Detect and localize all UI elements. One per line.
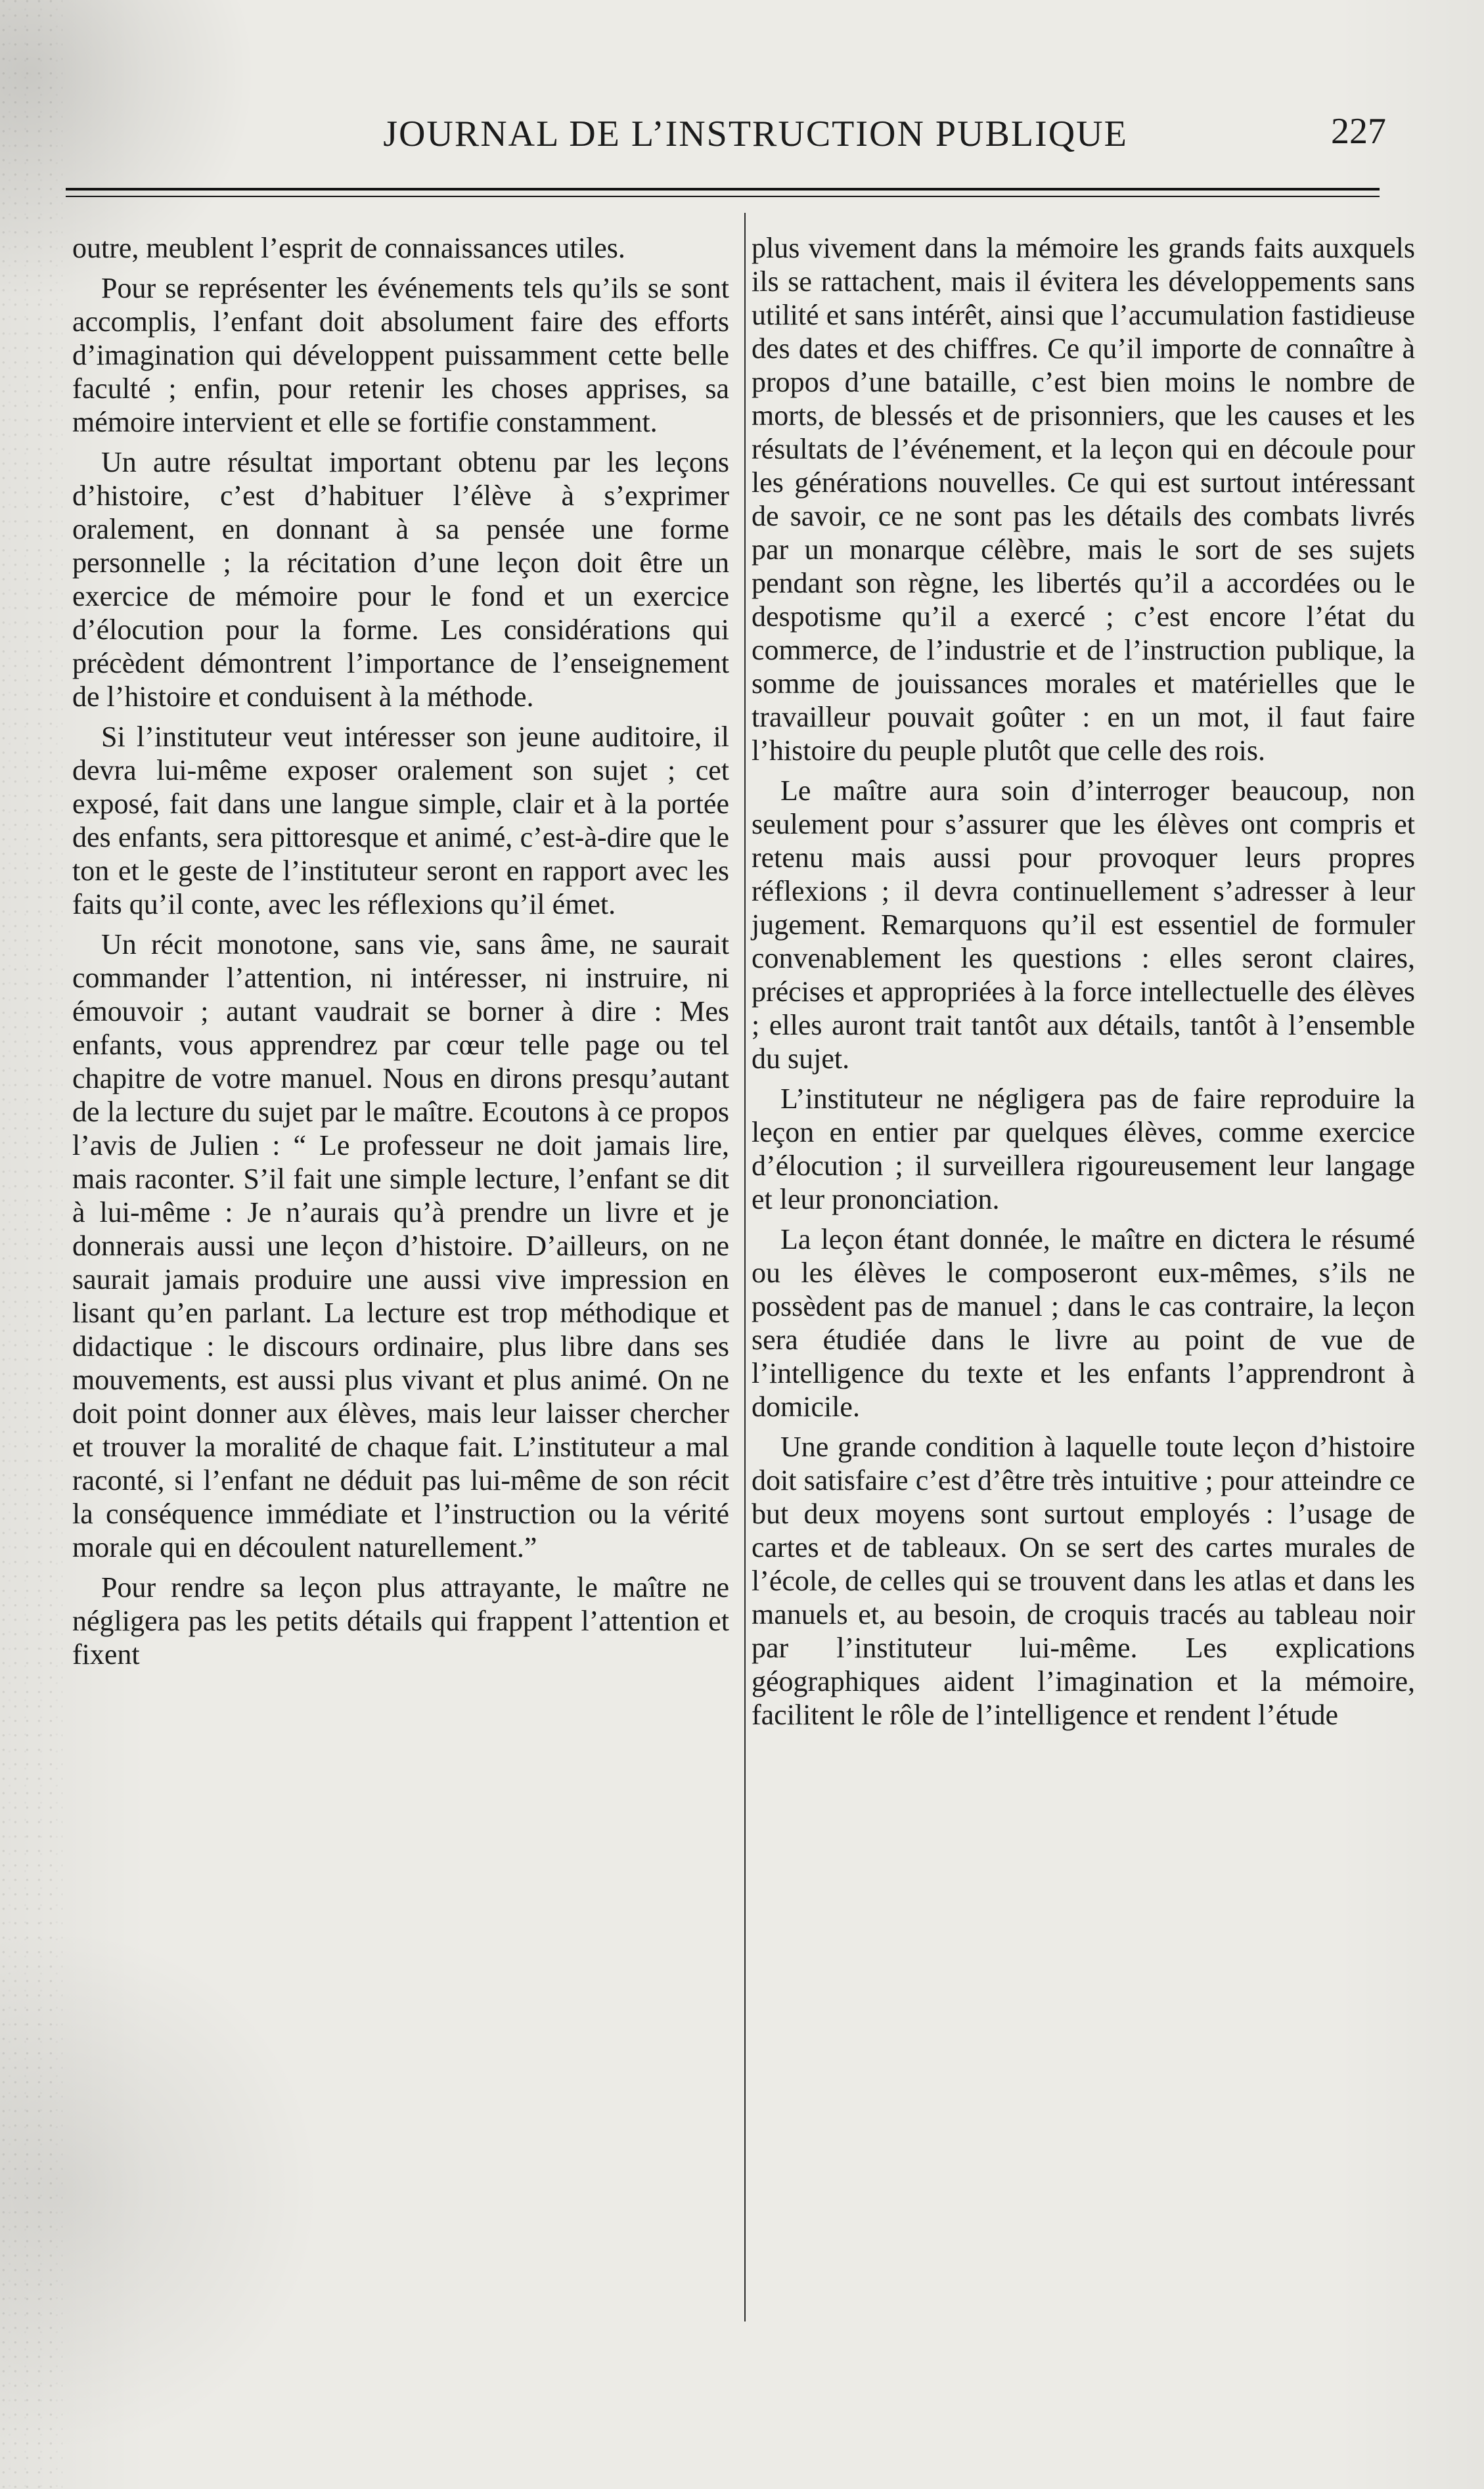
- header-rule-top: [66, 188, 1380, 191]
- header-rule-bottom: [66, 196, 1380, 197]
- right-paragraph-2: Le maître aura soin d’interroger beaucoup, non seulement pour s’assurer que les élèves ont compris et retenu mais aussi pour provoquer leurs propres réflexions ; il devra continuellement s’adresser à leur jugement. Remarquons qu’il est essentiel de formuler convenablement les questions : elles seront claires, précises et appropriées à la force intellectuelle des élèves ; elles auront trait tantôt aux détails, tantôt à l’ensemble du sujet.: [752, 774, 1415, 1075]
- page-number: 227: [1331, 111, 1386, 152]
- left-paragraph-6: Pour rendre sa leçon plus attrayante, le maître ne négligera pas les petits détails qui frappent l’attention et fixent: [72, 1571, 729, 1671]
- left-paragraph-5: Un récit monotone, sans vie, sans âme, ne saurait commander l’attention, ni intéresser, ni instruire, ni émouvoir ; autant vaudrait se borner à dire : Mes enfants, vous apprendrez par cœur telle page ou tel chapitre de votre manuel. Nous en dirons presqu’autant de la lecture du sujet par le maître. Ecoutons à ce propos l’avis de Julien : “ Le professeur ne doit jamais lire, mais raconter. S’il fait une simple lecture, l’enfant se dit à lui-même : Je n’aurais qu’à prendre un livre et je donnerais aussi une leçon d’histoire. D’ailleurs, on ne saurait jamais produire une aussi vive impression en lisant qu’en parlant. La lecture est trop méthodique et didactique : le discours ordinaire, plus libre dans ses mouvements, est aussi plus vivant et plus animé. On ne doit point donner aux élèves, mais leur laisser chercher et trouver la moralité de chaque fait. L’instituteur a mal raconté, si l’enfant ne déduit pas lui-même de son récit la conséquence immédiate et l’instruction ou la vérité morale qui en découlent naturellement.”: [72, 928, 729, 1563]
- right-paragraph-1: plus vivement dans la mémoire les grands faits auxquels ils se rattachent, mais il évitera les développements sans utilité et sans intérêt, ainsi que l’accumulation fastidieuse des dates et des chiffres. Ce qu’il importe de connaître à propos d’une bataille, c’est bien moins le nombre de morts, de blessés et de prisonniers, que les causes et les résultats de l’événement, et la leçon qui en découle pour les générations nouvelles. Ce qui est surtout intéressant de savoir, ce ne sont pas les détails des combats livrés par un monarque célèbre, mais le sort de ses sujets pendant son règne, les libertés qu’il a accordées ou le despotisme qu’il a exercé ; c’est encore l’état du commerce, de l’industrie et de l’instruction publique, la somme de jouissances morales et matérielles que le travailleur pouvait goûter : en un mot, il faut faire l’histoire du peuple plutôt que celle des rois.: [752, 232, 1415, 767]
- left-text-column: [72, 231, 729, 1678]
- right-paragraph-5: Une grande condition à laquelle toute leçon d’histoire doit satisfaire c’est d’être très intuitive ; pour atteindre ce but deux moyens sont surtout employés : l’usage de cartes et de tableaux. On se sert des cartes murales de l’école, de celles qui se trouvent dans les atlas et dans les manuels et, au besoin, de croquis tracés au tableau noir par l’instituteur lui-même. Les explications géographiques aident l’imagination et la mémoire, facilitent le rôle de l’intelligence et rendent l’étude: [752, 1431, 1415, 1731]
- journal-title: JOURNAL DE L’INSTRUCTION PUBLIQUE: [383, 114, 1128, 154]
- right-text-column: [752, 231, 1415, 1738]
- left-paragraph-2: Pour se représenter les événements tels qu’ils se sont accomplis, l’enfant doit absolument faire des efforts d’imagination qui développent puissamment cette belle faculté ; enfin, pour retenir les choses apprises, sa mémoire intervient et elle se fortifie constamment.: [72, 272, 729, 438]
- left-paragraph-3: Un autre résultat important obtenu par les leçons d’histoire, c’est d’habituer l’élève à s’exprimer oralement, en donnant à sa pensée une forme personnelle ; la récitation d’une leçon doit être un exercice de mémoire pour le fond et un exercice d’élocution pour la forme. Les considérations qui précèdent démontrent l’importance de l’enseignement de l’histoire et conduisent à la méthode.: [72, 446, 729, 713]
- column-divider: [744, 213, 746, 2321]
- page-edge-speckle: [0, 0, 62, 2489]
- left-paragraph-4: Si l’instituteur veut intéresser son jeune auditoire, il devra lui-même exposer oralement son sujet ; cet exposé, fait dans une langue simple, clair et à la portée des enfants, sera pittoresque et animé, c’est-à-dire que le ton et le geste de l’instituteur seront en rapport avec les faits qu’il conte, avec les réflexions qu’il émet.: [72, 721, 729, 920]
- right-paragraph-3: L’instituteur ne négligera pas de faire reproduire la leçon en entier par quelques élèves, comme exercice d’élocution ; il surveillera rigoureusement leur langage et leur prononciation.: [752, 1083, 1415, 1215]
- right-paragraph-4: La leçon étant donnée, le maître en dictera le résumé ou les élèves le composeront eux-mêmes, s’ils ne possèdent pas de manuel ; dans le cas contraire, la leçon sera étudiée dans le livre au point de vue de l’intelligence du texte et les enfants l’apprendront à domicile.: [752, 1223, 1415, 1423]
- journal-header: [59, 111, 1386, 175]
- left-paragraph-1: outre, meublent l’esprit de connaissances utiles.: [72, 232, 625, 264]
